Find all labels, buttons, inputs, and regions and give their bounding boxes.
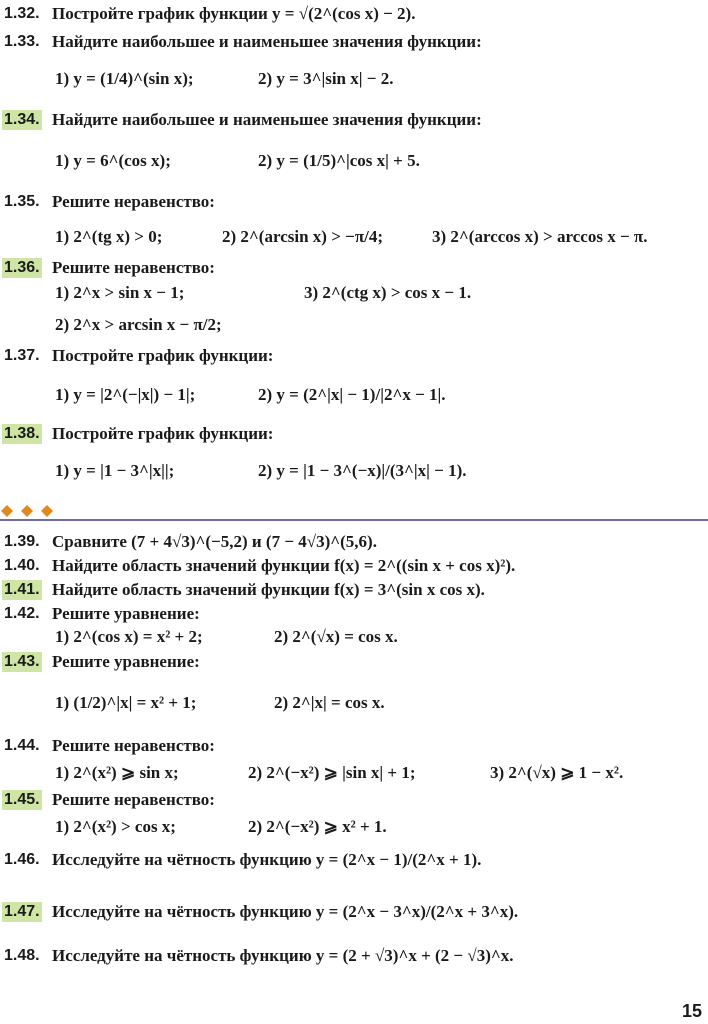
problem-number: 1.43. xyxy=(4,653,40,670)
problem-number: 1.47. xyxy=(4,903,40,920)
problem-item: 2) y = (1/5)^|cos x| + 5. xyxy=(258,151,420,170)
problem-text: Сравните (7 + 4√3)^(−5,2) и (7 − 4√3)^(5,6). xyxy=(52,532,377,551)
problem-item: 1) y = |1 − 3^|x||; xyxy=(55,461,175,480)
problem-number: 1.39. xyxy=(4,533,40,550)
problem-item: 2) 2^(−x²) ⩾ |sin x| + 1; xyxy=(248,763,416,782)
problem-number: 1.41. xyxy=(4,581,40,598)
problem-text: Решите неравенство: xyxy=(52,258,215,277)
problem-item: 3) 2^(√x) ⩾ 1 − x². xyxy=(490,763,624,782)
problem-text: Найдите наибольшее и наименьшее значения функции: xyxy=(52,32,482,51)
problem-item: 1) y = 6^(cos x); xyxy=(55,151,171,170)
section-divider-diamonds xyxy=(0,504,54,518)
problem-text: Постройте график функции y = √(2^(cos x) − 2). xyxy=(52,4,416,23)
problem-item: 2) y = (2^|x| − 1)/|2^x − 1|. xyxy=(258,385,446,404)
problem-number: 1.42. xyxy=(4,605,40,622)
page-number: 15 xyxy=(681,1001,702,1021)
problem-text: Решите неравенство: xyxy=(52,192,215,211)
problem-item: 2) 2^|x| = cos x. xyxy=(274,693,385,712)
problem-number: 1.48. xyxy=(4,947,40,964)
problem-item: 3) 2^(arccos x) > arccos x − π. xyxy=(432,227,648,246)
diamond-icon xyxy=(0,504,14,518)
problem-number: 1.37. xyxy=(4,347,40,364)
problem-item: 2) 2^(arcsin x) > −π/4; xyxy=(222,227,384,246)
problem-item: 2) y = |1 − 3^(−x)|/(3^|x| − 1). xyxy=(258,461,467,480)
problem-number: 1.33. xyxy=(4,33,40,50)
problem-text: Найдите область значений функции f(x) = 3^(sin x cos x). xyxy=(52,580,485,599)
diamond-icon xyxy=(20,504,34,518)
problem-text: Решите уравнение: xyxy=(52,604,200,623)
problem-item: 3) 2^(ctg x) > cos x − 1. xyxy=(304,283,472,302)
problem-item: 2) y = 3^|sin x| − 2. xyxy=(258,69,394,88)
problem-text: Исследуйте на чётность функцию y = (2 + √3)^x + (2 − √3)^x. xyxy=(52,946,514,965)
problem-number: 1.46. xyxy=(4,851,40,868)
diamond-icon xyxy=(40,504,54,518)
problem-item: 2) 2^(−x²) ⩾ x² + 1. xyxy=(248,817,387,836)
problem-number: 1.40. xyxy=(4,557,40,574)
problem-text: Найдите область значений функции f(x) = 2^((sin x + cos x)²). xyxy=(52,556,516,575)
problem-text: Решите уравнение: xyxy=(52,652,200,671)
problem-item: 2) 2^(√x) = cos x. xyxy=(274,627,398,646)
problem-item: 1) y = |2^(−|x|) − 1|; xyxy=(55,385,196,404)
problem-number: 1.38. xyxy=(4,425,40,442)
problem-number: 1.36. xyxy=(4,259,40,276)
problem-number: 1.32. xyxy=(4,5,40,22)
problem-item: 1) 2^(cos x) = x² + 2; xyxy=(55,627,203,646)
problem-number: 1.45. xyxy=(4,791,40,808)
problem-text: Исследуйте на чётность функцию y = (2^x − 3^x)/(2^x + 3^x). xyxy=(52,902,519,921)
problem-text: Постройте график функции: xyxy=(52,424,274,443)
problem-number: 1.35. xyxy=(4,193,40,210)
problem-text: Постройте график функции: xyxy=(52,346,274,365)
problem-item: 1) (1/2)^|x| = x² + 1; xyxy=(55,693,197,712)
section-divider-line xyxy=(0,519,708,521)
problem-number: 1.34. xyxy=(4,111,40,128)
problem-item: 1) 2^(x²) > cos x; xyxy=(55,817,176,836)
problem-item: 2) 2^x > arcsin x − π/2; xyxy=(55,315,222,334)
problem-text: Исследуйте на чётность функцию y = (2^x − 1)/(2^x + 1). xyxy=(52,850,482,869)
problem-item: 1) y = (1/4)^(sin x); xyxy=(55,69,194,88)
problem-item: 1) 2^x > sin x − 1; xyxy=(55,283,185,302)
problem-text: Найдите наибольшее и наименьшее значения функции: xyxy=(52,110,482,129)
problem-text: Решите неравенство: xyxy=(52,736,215,755)
problem-text: Решите неравенство: xyxy=(52,790,215,809)
problem-item: 1) 2^(tg x) > 0; xyxy=(55,227,163,246)
problem-number: 1.44. xyxy=(4,737,40,754)
problem-item: 1) 2^(x²) ⩾ sin x; xyxy=(55,763,179,782)
